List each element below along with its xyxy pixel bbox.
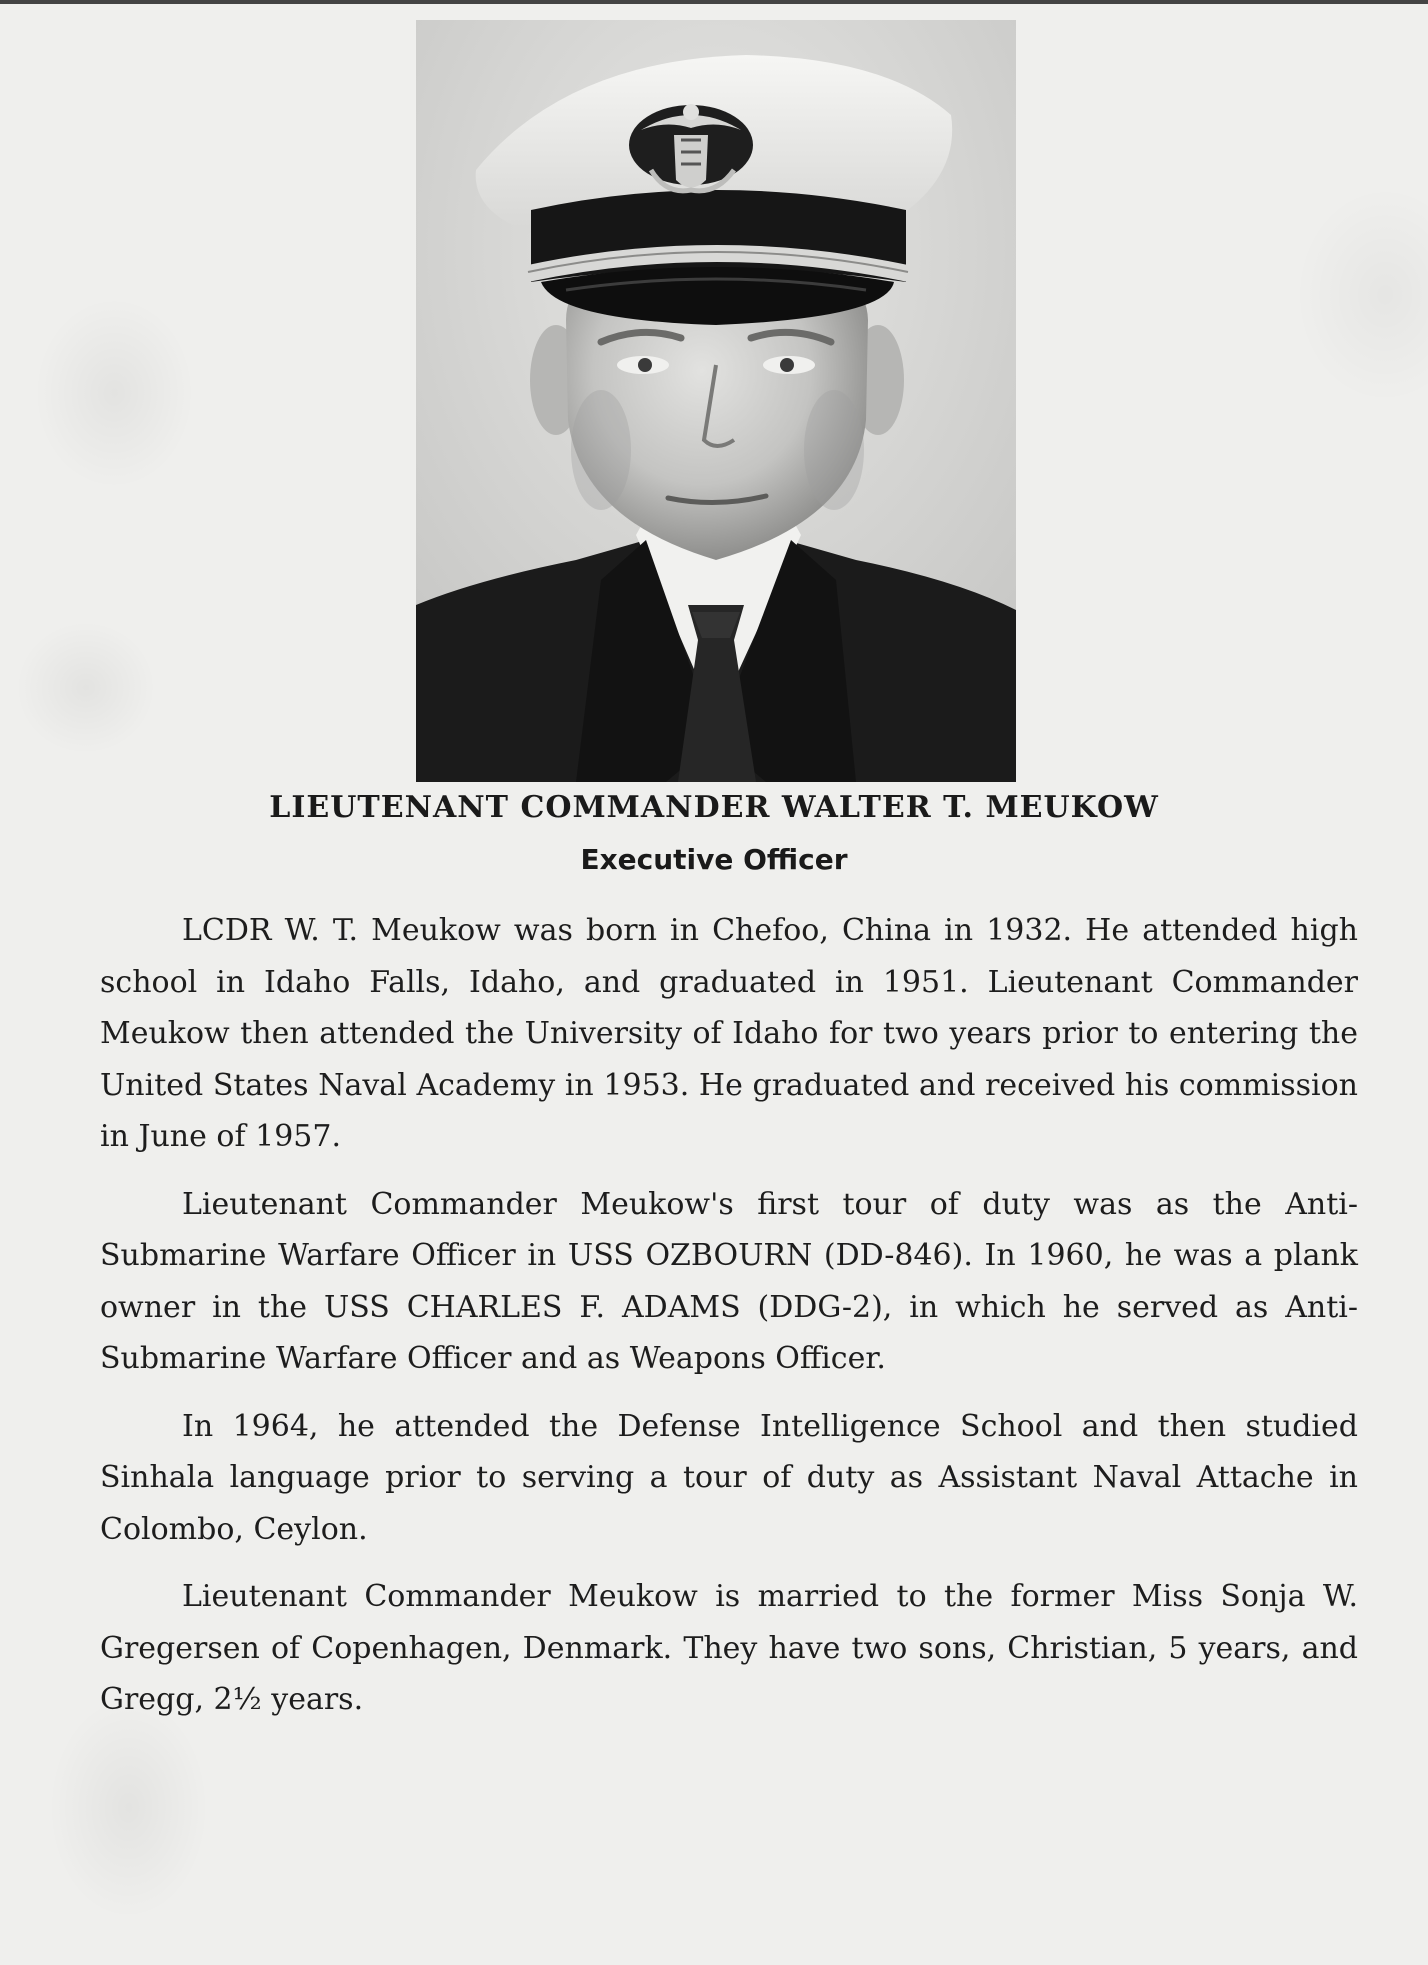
biography-paragraph-2: Lieutenant Commander Meukow's first tour of duty was as the Anti-Submarine Warfare Officer in USS OZBOURN (DD-846). In 1960, he was a plank owner in the USS CHARLES F. ADAMS (DDG-2), in which he served as Anti-Submarine Warfare Officer and as Weapons Officer. <box>100 1186 1358 1376</box>
biography-paragraph-4: Lieutenant Commander Meukow is married to the former Miss Sonja W. Gregersen of Copenhagen, Denmark. They have two sons, Christian, 5 years, and Gregg, 2½ years. <box>100 1579 1358 1717</box>
officer-role-subheading: Executive Officer <box>580 843 848 876</box>
biography-paragraph-3: In 1964, he attended the Defense Intelligence School and then studied Sinhala language prior to serving a tour of duty as Assistant Naval Attache in Colombo, Ceylon. <box>100 1408 1358 1547</box>
biography-body <box>100 905 1358 1742</box>
officer-name-heading: LIEUTENANT COMMANDER WALTER T. MEUKOW <box>269 790 1159 825</box>
officer-portrait-photo <box>416 20 1016 782</box>
biography-paragraph-1: LCDR W. T. Meukow was born in Chefoo, China in 1932. He attended high school in Idaho Falls, Idaho, and graduated in 1951. Lieutenant Commander Meukow then attended the University of Idaho for two years prior to entering the United States Naval Academy in 1953. He graduated and received his commission in June of 1957. <box>100 913 1358 1154</box>
